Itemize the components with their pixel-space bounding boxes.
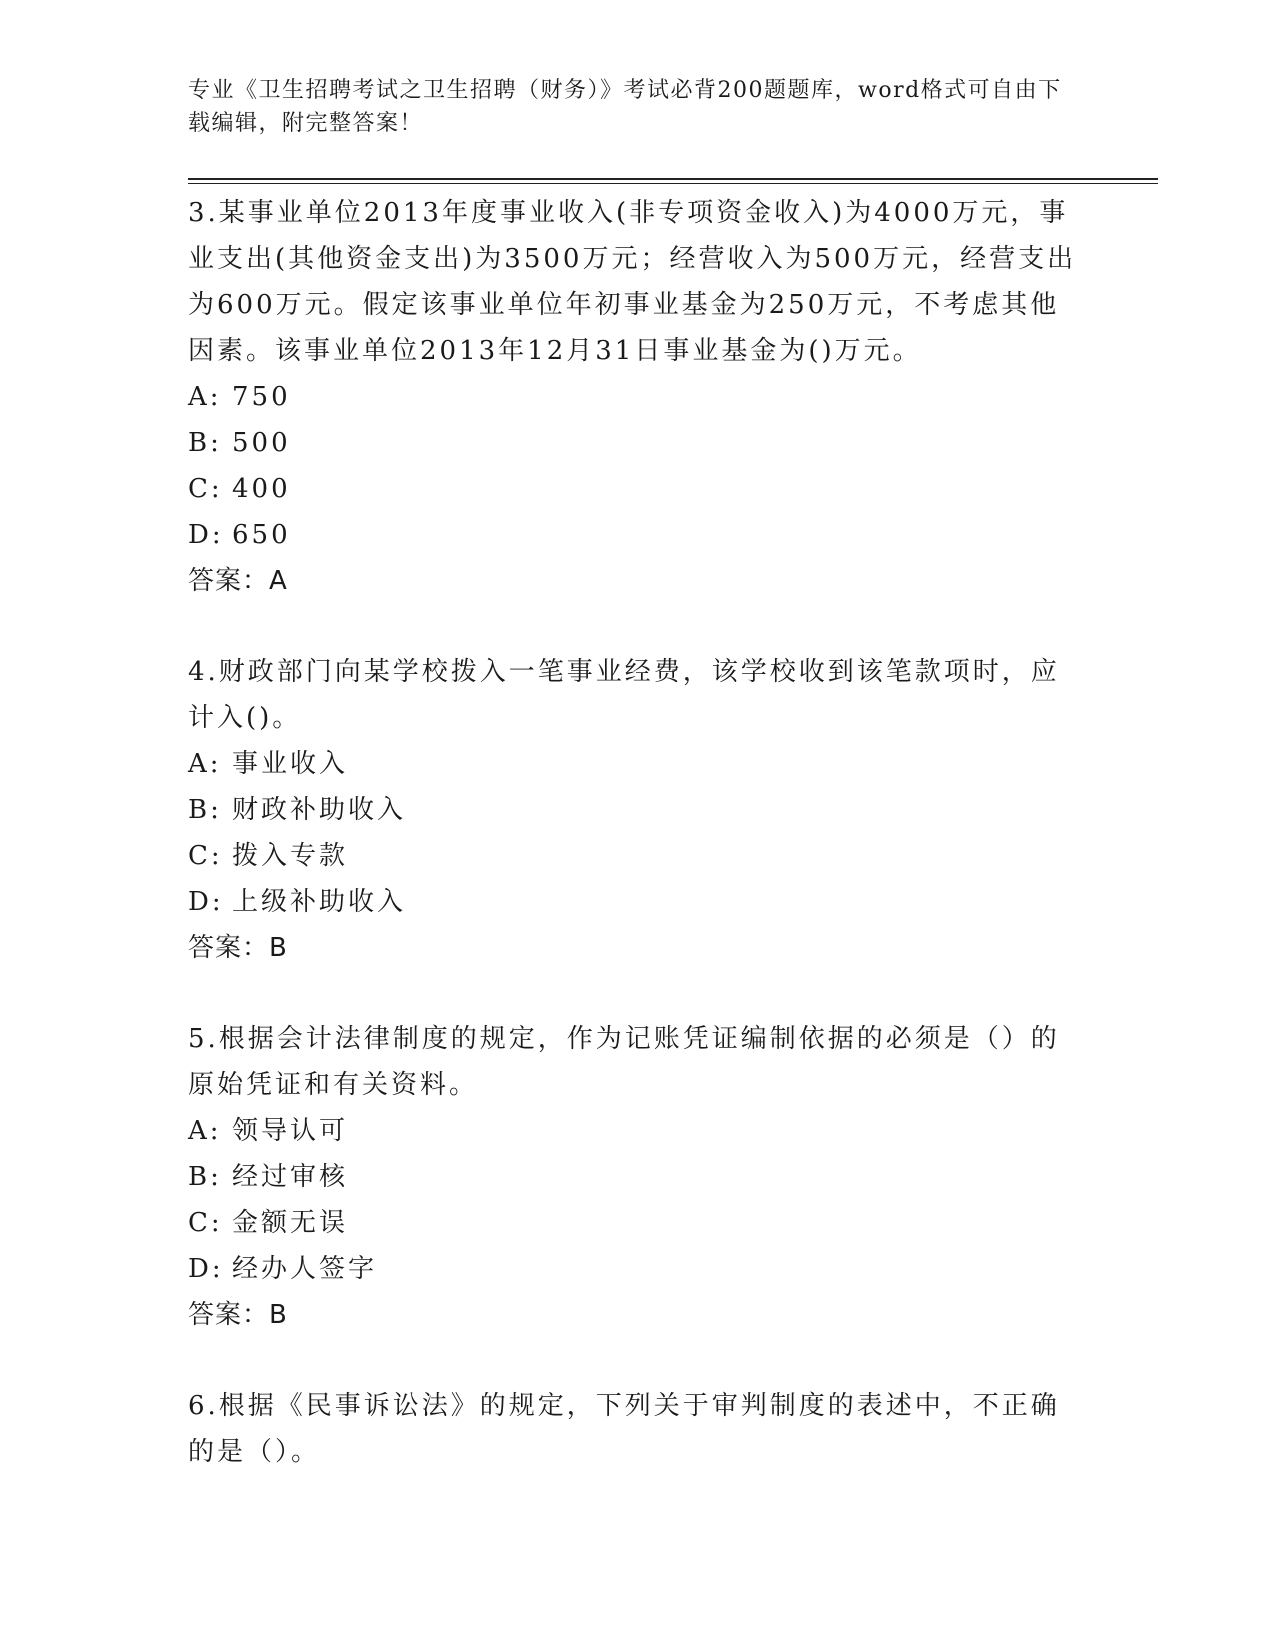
- answer-line: 答案：B: [188, 933, 288, 963]
- option-text: 750: [232, 382, 291, 412]
- option-label: D:: [188, 1254, 224, 1284]
- question-stem: 5.根据会计法律制度的规定，作为记账凭证编制依据的必须是（）的原始凭证和有关资料。: [188, 1024, 1060, 1100]
- option-text: 经办人签字: [232, 1254, 378, 1284]
- option-a: [188, 374, 1088, 420]
- option-text: 拨入专款: [232, 841, 349, 871]
- question-list: [188, 190, 1088, 1520]
- header-divider-thick: [188, 178, 1158, 180]
- option-b: [188, 787, 1088, 833]
- option-c: [188, 1200, 1088, 1246]
- option-text: 事业收入: [232, 749, 349, 779]
- option-label: A:: [188, 382, 222, 412]
- option-label: D:: [188, 887, 224, 917]
- option-label: D:: [188, 520, 224, 550]
- option-d: [188, 1246, 1088, 1292]
- option-a: [188, 741, 1088, 787]
- question-5: [188, 1016, 1088, 1338]
- option-text: 500: [232, 428, 291, 458]
- question-4: [188, 649, 1088, 971]
- option-label: A:: [188, 749, 222, 779]
- option-text: 400: [232, 474, 291, 504]
- option-label: A:: [188, 1116, 222, 1146]
- question-6: [188, 1383, 1088, 1475]
- question-stem: 3.某事业单位2013年度事业收入(非专项资金收入)为4000万元，事业支出(其他资金支出)为3500万元；经营收入为500万元，经营支出为600万元。假定该事业单位年初事业基金为250万元，不考虑其他因素。该事业单位2013年12月31日事业基金为()万元。: [188, 198, 1077, 366]
- document-header: 专业《卫生招聘考试之卫生招聘（财务）》考试必背200题题库，word格式可自由下载编辑，附完整答案！: [188, 78, 1062, 136]
- option-c: [188, 466, 1088, 512]
- question-stem: 4.财政部门向某学校拨入一笔事业经费，该学校收到该笔款项时，应计入()。: [188, 657, 1060, 733]
- answer-line: 答案：B: [188, 1300, 288, 1330]
- answer-line: 答案：A: [188, 566, 288, 596]
- option-text: 上级补助收入: [232, 887, 407, 917]
- option-d: [188, 512, 1088, 558]
- option-text: 经过审核: [232, 1162, 349, 1192]
- option-c: [188, 833, 1088, 879]
- option-b: [188, 1154, 1088, 1200]
- option-label: B:: [188, 795, 222, 825]
- option-d: [188, 879, 1088, 925]
- option-label: B:: [188, 428, 222, 458]
- option-label: C:: [188, 1208, 223, 1238]
- question-3: [188, 190, 1088, 604]
- option-text: 财政补助收入: [232, 795, 407, 825]
- header-divider-thin: [188, 183, 1158, 184]
- option-text: 650: [232, 520, 291, 550]
- option-label: C:: [188, 841, 223, 871]
- option-label: C:: [188, 474, 223, 504]
- option-label: B:: [188, 1162, 222, 1192]
- option-text: 领导认可: [232, 1116, 349, 1146]
- option-a: [188, 1108, 1088, 1154]
- question-stem: 6.根据《民事诉讼法》的规定，下列关于审判制度的表述中，不正确的是（）。: [188, 1391, 1060, 1467]
- option-text: 金额无误: [232, 1208, 349, 1238]
- option-b: [188, 420, 1088, 466]
